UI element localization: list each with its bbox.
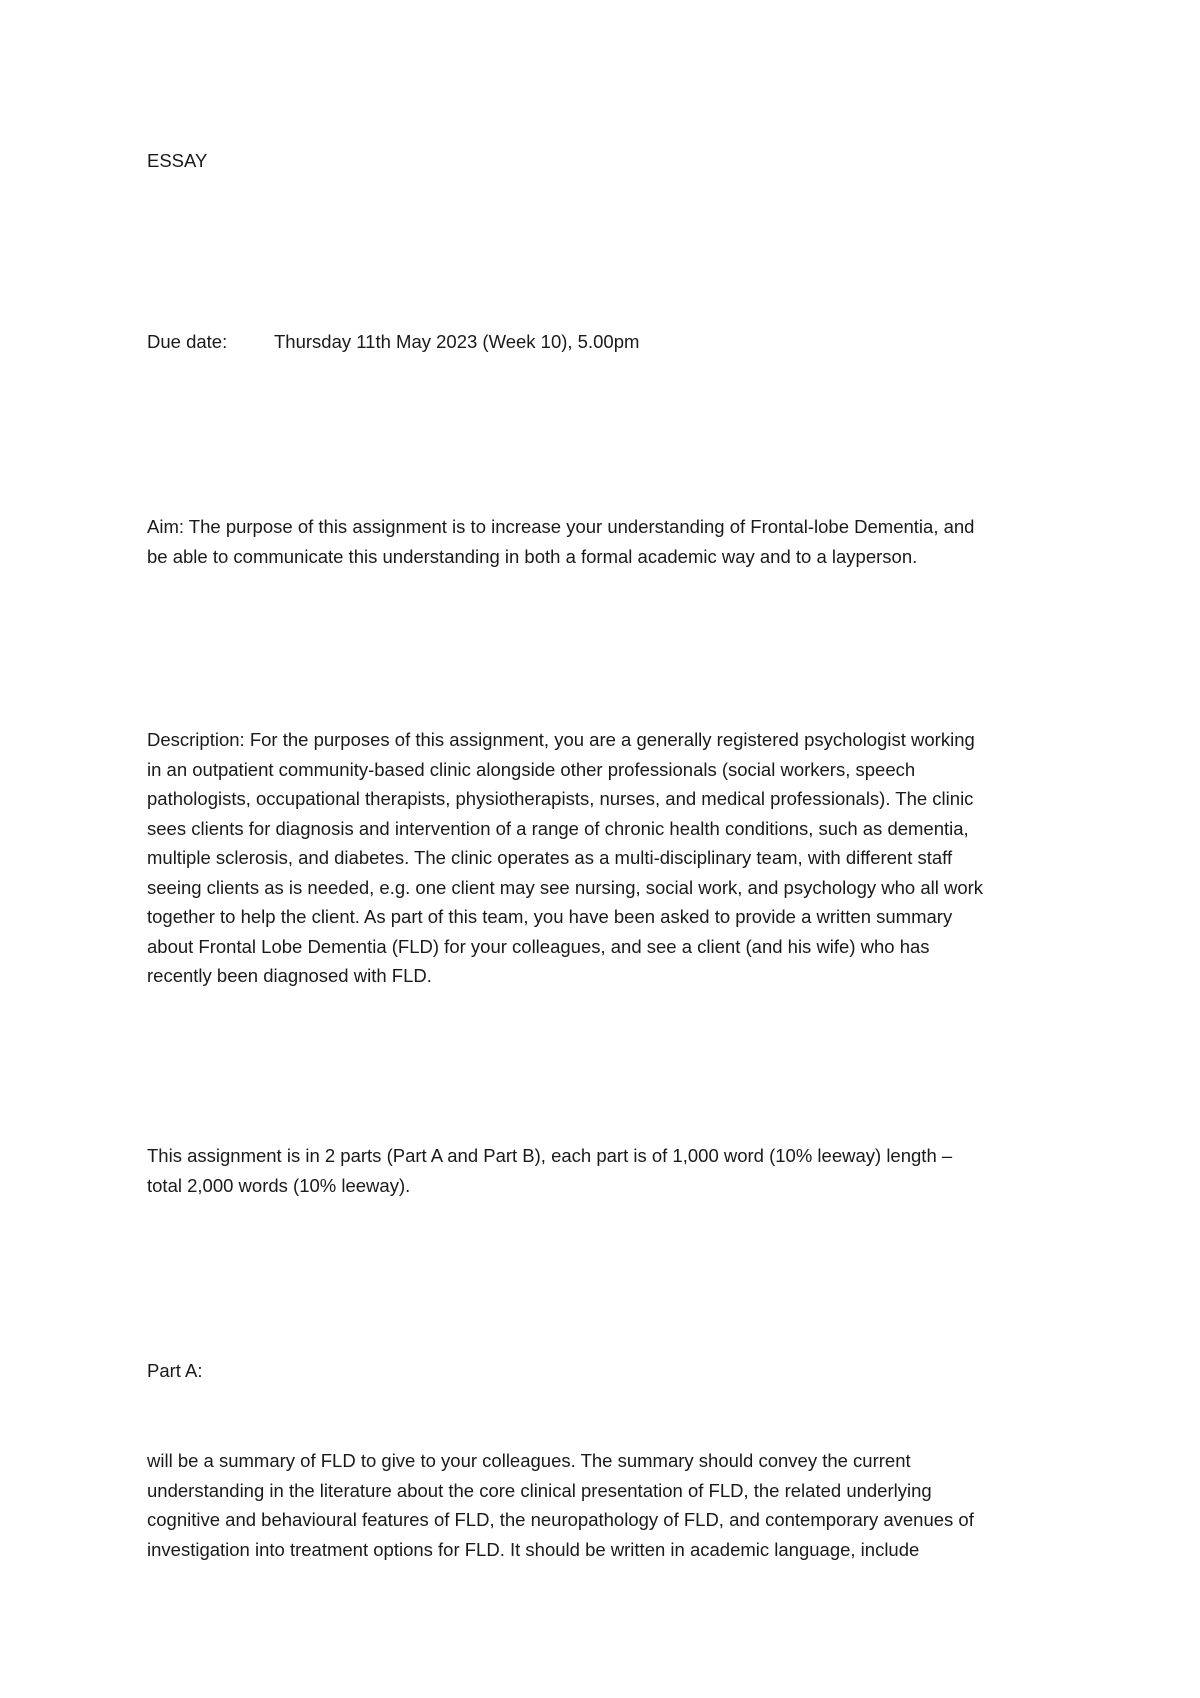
due-date-value: Thursday 11th May 2023 (Week 10), 5.00pm xyxy=(274,331,640,352)
title-text: ESSAY xyxy=(147,150,208,171)
description-paragraph xyxy=(147,725,1067,991)
description-line: pathologists, occupational therapists, physiotherapists, nurses, and medical professionals). The clinic xyxy=(147,788,974,809)
part-a-line: understanding in the literature about the core clinical presentation of FLD, the related underlying xyxy=(147,1479,932,1501)
description-line: Description: For the purposes of this assignment, you are a generally registered psychologist working xyxy=(147,729,975,750)
description-line: about Frontal Lobe Dementia (FLD) for your colleagues, and see a client (and his wife) who has xyxy=(147,935,930,957)
aim-paragraph xyxy=(147,512,1067,571)
parts-info-line: total 2,000 words (10% leeway). xyxy=(147,1174,411,1196)
parts-info-line: This assignment is in 2 parts (Part A and Part B), each part is of 1,000 word (10% leeway) length – xyxy=(147,1145,953,1166)
aim-line: Aim: The purpose of this assignment is to increase your understanding of Frontal-lobe Dementia, and xyxy=(147,516,975,537)
part-a-line: will be a summary of FLD to give to your colleagues. The summary should convey the current xyxy=(147,1450,911,1471)
part-a-line: cognitive and behavioural features of FLD, the neuropathology of FLD, and contemporary avenues of xyxy=(147,1509,974,1530)
due-date-label: Due date: xyxy=(147,331,228,352)
description-line: recently been diagnosed with FLD. xyxy=(147,965,432,986)
parts-info-paragraph xyxy=(147,1141,1067,1200)
due-date-line xyxy=(147,327,1067,357)
part-a-heading-text: Part A: xyxy=(147,1360,203,1381)
due-date-row xyxy=(147,327,1067,357)
description-line: seeing clients as is needed, e.g. one client may see nursing, social work, and psychology who all work xyxy=(147,876,984,898)
part-a-paragraph xyxy=(147,1446,1067,1564)
description-line: sees clients for diagnosis and intervention of a range of chronic health conditions, such as dementia, xyxy=(147,817,969,839)
description-line: in an outpatient community-based clinic alongside other professionals (social workers, speech xyxy=(147,758,916,780)
aim-line: be able to communicate this understanding in both a formal academic way and to a layperson. xyxy=(147,545,918,567)
part-a-line: investigation into treatment options for FLD. It should be written in academic language, include xyxy=(147,1538,920,1560)
description-line: multiple sclerosis, and diabetes. The clinic operates as a multi-disciplinary team, with different staff xyxy=(147,847,953,868)
document-title xyxy=(147,146,1067,176)
part-a-heading xyxy=(147,1356,1067,1386)
description-line: together to help the client. As part of this team, you have been asked to provide a written summary xyxy=(147,906,953,927)
